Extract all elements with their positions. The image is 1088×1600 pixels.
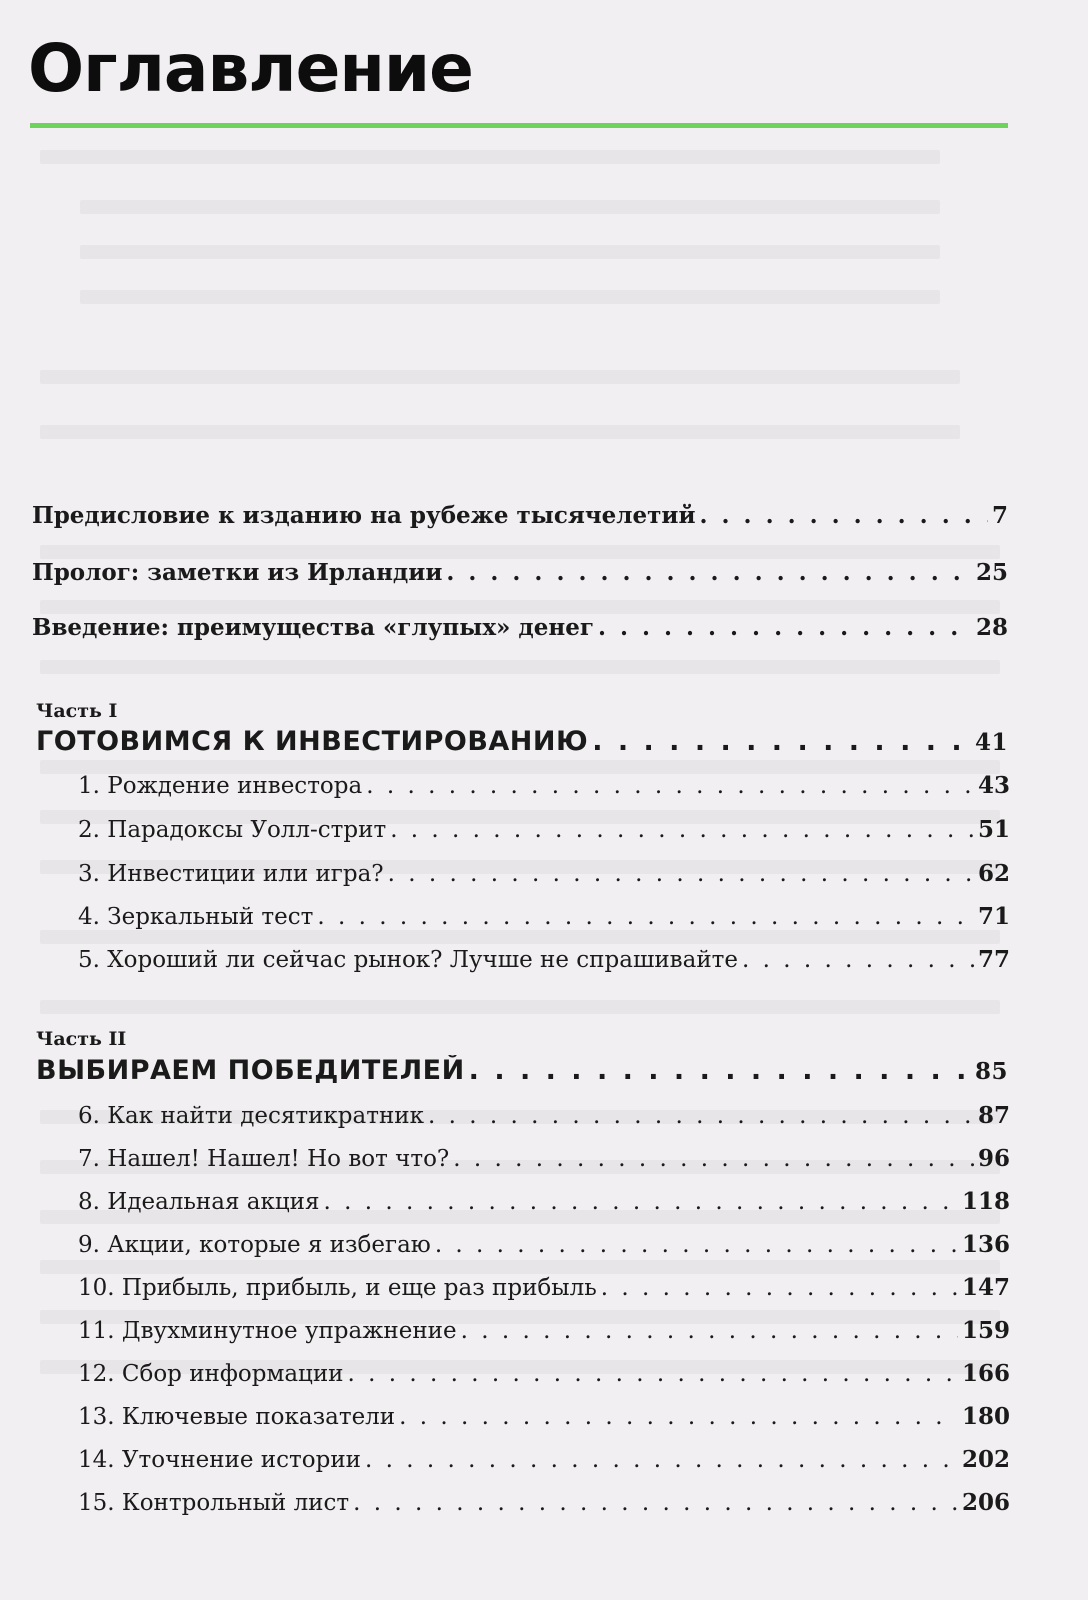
toc-chapter[interactable]: [78, 1446, 1010, 1473]
leader-dots: [435, 1232, 958, 1258]
toc-entry-label: 8. Идеальная акция: [78, 1189, 320, 1215]
toc-entry-page: 41: [974, 729, 1008, 756]
leader-dots: [365, 1447, 958, 1473]
leader-dots: [469, 1055, 971, 1086]
toc-entry-label: ГОТОВИМСЯ К ИНВЕСТИРОВАНИЮ: [36, 726, 589, 757]
toc-entry-page: 87: [977, 1102, 1010, 1129]
toc-chapter[interactable]: [78, 816, 1010, 843]
toc-chapter[interactable]: [78, 772, 1010, 799]
toc-entry-label: Пролог: заметки из Ирландии: [32, 559, 443, 586]
leader-dots: [324, 1189, 958, 1215]
toc-entry-label: 9. Акции, которые я избегаю: [78, 1232, 431, 1258]
toc-entry-label: 5. Хороший ли сейчас рынок? Лучше не спрашивайте: [78, 947, 738, 973]
leader-dots: [592, 726, 971, 757]
toc-entry-page: 77: [977, 946, 1010, 973]
leader-dots: [700, 502, 988, 529]
leader-dots: [388, 861, 974, 887]
toc-chapter[interactable]: [78, 1360, 1010, 1387]
toc-entry-page: 96: [977, 1145, 1010, 1172]
leader-dots: [366, 773, 974, 799]
toc-entry-page: 7: [991, 502, 1008, 529]
toc-entry-label: 15. Контрольный лист: [78, 1490, 350, 1516]
toc-entry-label: Введение: преимущества «глупых» денег: [32, 614, 594, 641]
toc-entry-label: 4. Зеркальный тест: [78, 904, 314, 930]
toc-part-heading[interactable]: [36, 726, 1008, 757]
leader-dots: [353, 1490, 958, 1516]
toc-entry-label: 2. Парадоксы Уолл-стрит: [78, 817, 387, 843]
toc-entry-page: 180: [961, 1403, 1010, 1430]
toc-entry-page: 159: [961, 1317, 1010, 1344]
toc-entry-introduction[interactable]: [32, 614, 1008, 641]
leader-dots: [390, 817, 974, 843]
toc-chapter[interactable]: [78, 1188, 1010, 1215]
toc-chapter[interactable]: [78, 1317, 1010, 1344]
toc-entry-page: 147: [961, 1274, 1010, 1301]
leader-dots: [742, 947, 974, 973]
leader-dots: [598, 614, 972, 641]
toc-chapter[interactable]: [78, 1274, 1010, 1301]
toc-entry-label: 13. Ключевые показатели: [78, 1404, 396, 1430]
toc-entry-page: 85: [974, 1058, 1008, 1085]
toc-entry-preface[interactable]: [32, 502, 1008, 529]
toc-entry-label: 7. Нашел! Нашел! Но вот что?: [78, 1146, 450, 1172]
leader-dots: [461, 1318, 958, 1344]
toc-chapter[interactable]: [78, 903, 1010, 930]
toc-entry-label: 12. Сбор информации: [78, 1361, 344, 1387]
toc-entry-page: 136: [961, 1231, 1010, 1258]
leader-dots: [601, 1275, 958, 1301]
toc-entry-prologue[interactable]: [32, 559, 1008, 586]
toc-entry-page: 51: [977, 816, 1010, 843]
toc-part-heading[interactable]: [36, 1055, 1008, 1086]
toc-entry-page: 28: [975, 614, 1008, 641]
toc-entry-label: ВЫБИРАЕМ ПОБЕДИТЕЛЕЙ: [36, 1055, 465, 1086]
toc-entry-label: 1. Рождение инвестора: [78, 773, 363, 799]
toc-entry-page: 118: [961, 1188, 1010, 1215]
part-label: Часть II: [36, 1028, 127, 1050]
toc-chapter[interactable]: [78, 1102, 1010, 1129]
leader-dots: [428, 1103, 974, 1129]
toc-chapter[interactable]: [78, 1231, 1010, 1258]
toc-chapter[interactable]: [78, 1489, 1010, 1516]
page-title: Оглавление: [28, 30, 473, 107]
toc-entry-page: 62: [977, 860, 1010, 887]
toc-entry-page: 43: [977, 772, 1010, 799]
leader-dots: [399, 1404, 958, 1430]
toc-entry-page: 202: [961, 1446, 1010, 1473]
part-label: Часть I: [36, 700, 118, 722]
toc-entry-label: 6. Как найти десятикратник: [78, 1103, 424, 1129]
toc-chapter[interactable]: [78, 1145, 1010, 1172]
title-underline: [30, 123, 1008, 128]
toc-chapter[interactable]: [78, 860, 1010, 887]
leader-dots: [446, 559, 972, 586]
leader-dots: [453, 1146, 974, 1172]
leader-dots: [317, 904, 974, 930]
toc-entry-label: 10. Прибыль, прибыль, и еще раз прибыль: [78, 1275, 597, 1301]
toc-chapter[interactable]: [78, 1403, 1010, 1430]
toc-entry-page: 25: [975, 559, 1008, 586]
toc-entry-page: 206: [961, 1489, 1010, 1516]
toc-entry-label: 14. Уточнение истории: [78, 1447, 361, 1473]
toc-entry-page: 71: [977, 903, 1010, 930]
toc-entry-page: 166: [961, 1360, 1010, 1387]
toc-chapter[interactable]: [78, 946, 1010, 973]
toc-entry-label: Предисловие к изданию на рубеже тысячелетий: [32, 502, 696, 529]
leader-dots: [348, 1361, 958, 1387]
toc-entry-label: 11. Двухминутное упражнение: [78, 1318, 457, 1344]
toc-entry-label: 3. Инвестиции или игра?: [78, 861, 384, 887]
